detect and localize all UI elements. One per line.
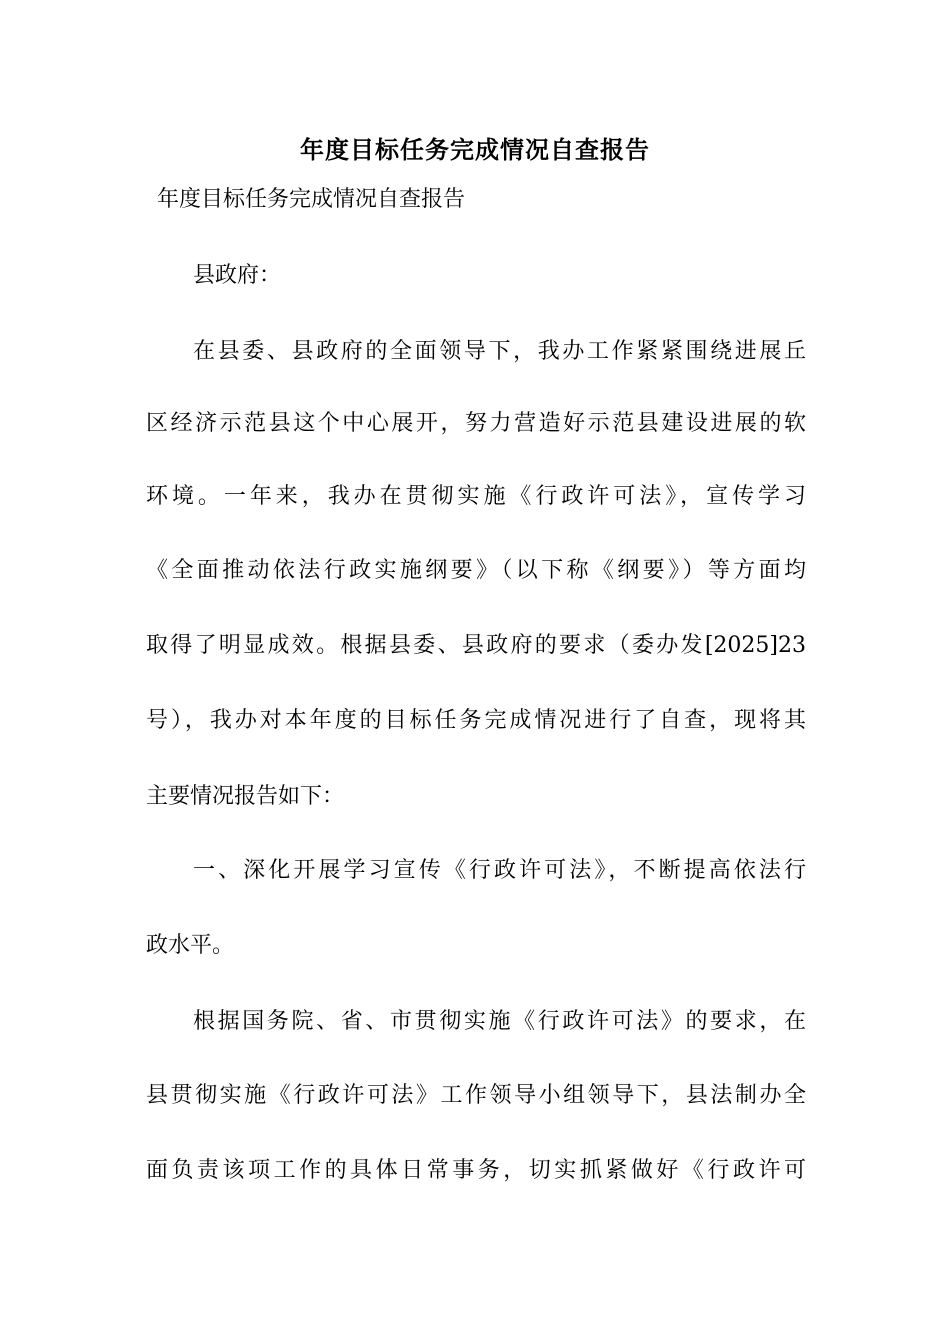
paragraph-line: 取得了明显成效。根据县委、县政府的要求（委办发[2025]23 xyxy=(146,633,806,658)
paragraph-line: 主要情况报告如下： xyxy=(146,784,345,809)
document-title: 年度目标任务完成情况自查报告 xyxy=(300,136,650,164)
document-subtitle: 年度目标任务完成情况自查报告 xyxy=(157,187,466,212)
paragraph-line: 县贯彻实施《行政许可法》工作领导小组领导下，县法制办全 xyxy=(146,1083,806,1108)
paragraph-line: 根据国务院、省、市贯彻实施《行政许可法》的要求，在 xyxy=(193,1009,806,1034)
paragraph-line: 号），我办对本年度的目标任务完成情况进行了自查，现将其 xyxy=(146,708,806,733)
paragraph-line: 在县委、县政府的全面领导下，我办工作紧紧围绕进展丘 xyxy=(193,339,806,364)
paragraph-line: 区经济示范县这个中心展开，努力营造好示范县建设进展的软 xyxy=(146,411,806,436)
paragraph-line: 《全面推动依法行政实施纲要》（以下称《纲要》）等方面均 xyxy=(146,558,806,583)
section-heading-line: 政水平。 xyxy=(146,933,235,958)
paragraph-line: 面负责该项工作的具体日常事务，切实抓紧做好《行政许可 xyxy=(146,1158,806,1183)
section-heading-line: 一、深化开展学习宣传《行政许可法》，不断提高依法行 xyxy=(193,858,806,883)
salutation: 县政府： xyxy=(193,263,282,288)
paragraph-line: 环境。一年来，我办在贯彻实施《行政许可法》，宣传学习 xyxy=(146,484,806,509)
